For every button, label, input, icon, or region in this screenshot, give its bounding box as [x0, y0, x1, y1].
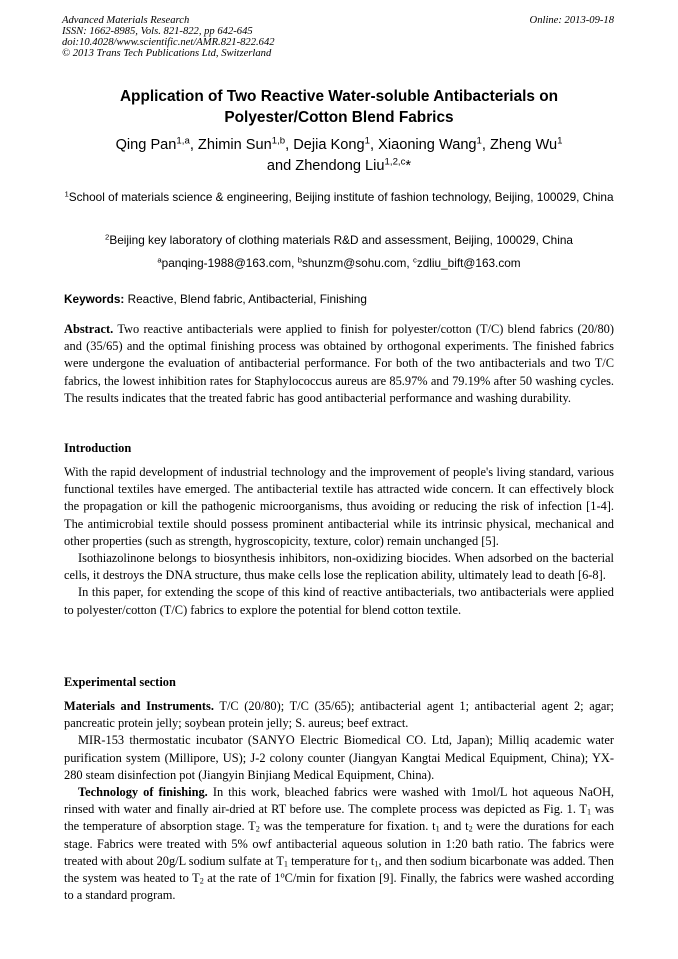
affiliation-text: School of materials science & engineering, Beijing institute of fashion technology, Beijing, 100029, China	[68, 190, 614, 204]
email-mark: c	[412, 255, 417, 265]
subscript: 1	[435, 825, 440, 835]
email-address: panqing-1988@163.com	[161, 256, 292, 270]
paragraph: With the rapid development of industrial technology and the improvement of people's living standard, various functional textiles have emerged. The antibacterial textile has attracted wide concern. It can effectively block the propagation or kill the pathogenic microorganisms, thus avoiding or reducing the risk of infection [1-4]. The antimicrobial textile should possess prominent antibacterial while its intrinsic physical, mechanical and other properties (such as strength, hygroscopicity, texture, color) remain unchanged [5].	[64, 465, 614, 548]
paragraph	[64, 698, 614, 732]
keywords-label: Keywords:	[64, 292, 125, 306]
author-affiliation-mark: 1,a	[176, 135, 190, 147]
experimental-body	[64, 698, 614, 904]
author-list	[40, 135, 638, 177]
author-affiliation-mark: 1	[364, 135, 370, 147]
introduction-body	[64, 464, 614, 619]
abstract-text: Two reactive antibacterials were applied to finish for polyester/cotton (T/C) blend fabrics (20/80) and (35/65) and the optimal finishing process was obtained by orthogonal experiments. The finished fabrics were undergone the evaluation of antibacterial performance. For both of the two antibacterials and two T/C fabrics, the lowest inhibition rates for Staphylococcus aureus are 85.97% and 79.19% after 50 washing cycles. The results indicates that the treated fabric has good antibacterial performance and washing durability.	[64, 322, 615, 405]
title-line-1: Application of Two Reactive Water-soluble Antibacterials on	[119, 88, 559, 105]
text-run: , and then sodium bicarbonate was added. Then the system was heated to T	[64, 853, 614, 886]
paragraph	[64, 784, 614, 904]
text-run: was the temperature for fixation. t	[259, 819, 436, 834]
text-run: was the temperature of absorption stage. T	[64, 802, 614, 834]
text-run: C/min for fixation [9]. Finally, the fabrics were washed according to a standard program.	[64, 871, 614, 903]
keywords	[64, 291, 367, 307]
technology-text	[64, 785, 614, 902]
email-mark: b	[297, 255, 302, 265]
journal-name: Advanced Materials Research	[62, 15, 190, 26]
author-separator: ,	[189, 137, 198, 153]
author-name: Qing Pan	[115, 137, 177, 153]
author-affiliation-mark: 1,b	[271, 135, 286, 147]
paper-title	[40, 86, 638, 128]
email-address: zdliu_bift@163.com	[416, 256, 521, 270]
email-list	[50, 255, 628, 271]
subscript: 2	[199, 876, 204, 886]
author-line-2	[40, 156, 638, 177]
text-run: at the rate of 1	[203, 871, 281, 886]
author-name: Xiaoning Wang	[378, 137, 477, 153]
author-name: Zhimin Sun	[197, 137, 272, 153]
corresponding-author-mark: *	[405, 158, 412, 174]
author-affiliation-mark: 1,2,c	[384, 156, 406, 168]
author-name: and Zhendong Liu	[266, 158, 385, 174]
text-run: and t	[439, 819, 469, 834]
superscript: o	[280, 870, 285, 880]
materials-text: T/C (20/80); T/C (35/65); antibacterial agent 1; antibacterial agent 2; agar; pancreatic protein jelly; soybean protein jelly; S. aureus; beef extract.	[64, 699, 614, 731]
doi-line: doi:10.4028/www.scientific.net/AMR.821-822.642	[62, 37, 275, 48]
subscript: 1	[283, 859, 289, 869]
affiliation-1	[50, 187, 628, 207]
title-line-2: Polyester/Cotton Blend Fabrics	[224, 109, 454, 126]
abstract-label: Abstract.	[64, 322, 114, 336]
author-separator: ,	[481, 137, 491, 153]
affiliation-text: Beijing key laboratory of clothing materials R&D and assessment, Beijing, 100029, China	[109, 233, 573, 247]
text-run: temperature for t	[288, 853, 375, 868]
author-affiliation-mark: 1	[557, 135, 563, 147]
author-separator: ,	[285, 137, 294, 153]
section-heading-experimental: Experimental section	[64, 675, 176, 689]
email-mark: a	[157, 255, 162, 265]
author-name: Dejia Kong	[293, 137, 365, 153]
subheading-materials: Materials and Instruments.	[64, 699, 214, 713]
subheading-technology: Technology of finishing.	[78, 785, 208, 800]
section-heading-introduction: Introduction	[64, 441, 132, 455]
affiliation-number: 2	[105, 232, 110, 242]
email-separator: ,	[291, 256, 298, 270]
author-separator: ,	[370, 137, 379, 153]
text-run: were the durations for each stage. Fabrics were treated with 5% owf antibacterial aqueous solution in 1:20 bath ratio. The fabrics were treated with about 20g/L sodium sulfate at T	[64, 819, 615, 868]
paragraph: MIR-153 thermostatic incubator (SANYO Electric Biomedical CO. Ltd, Japan); Milliq academic water purification system (Millipore, US); J-2 colony counter (Jiangyan Kangtai Medical Equipment, China); YX- 280 steam disinfection pot (Jiangyin Binjiang Medical Equipment, China).	[64, 733, 614, 782]
paragraph: Isothiazolinone belongs to biosynthesis inhibitors, non-oxidizing biocides. When adsorbed on the bacterial cells, it destroys the DNA structure, thus make cells lose the replication ability, ultimately lead to death [6-8].	[64, 551, 614, 583]
abstract	[64, 321, 614, 407]
email-address: shunzm@sohu.com	[301, 256, 407, 270]
author-line-1	[40, 135, 638, 156]
journal-header	[62, 15, 275, 59]
subscript: 1	[586, 807, 592, 817]
online-date: Online: 2013-09-18	[529, 15, 614, 26]
author-name: Zheng Wu	[490, 137, 558, 153]
copyright-line: © 2013 Trans Tech Publications Ltd, Switzerland	[62, 48, 272, 59]
paragraph: In this paper, for extending the scope of this kind of reactive antibacterials, two antibacterials were applied to polyester/cotton (T/C) fabrics to explore the potential for blend cotton textile.	[64, 585, 614, 617]
text-run: In this work, bleached fabrics were washed with 1mol/L hot aqueous NaOH, rinsed with water and finally air-dried at RT before use. The complete process was depicted as Fig. 1. T	[64, 785, 614, 817]
affiliation-2	[50, 230, 628, 250]
subscript: 2	[468, 825, 473, 835]
author-affiliation-mark: 1	[476, 135, 482, 147]
subscript: 2	[255, 825, 260, 835]
subscript: 1	[374, 859, 379, 869]
affiliation-number: 1	[64, 189, 69, 199]
email-separator: ,	[406, 256, 413, 270]
issn-line: ISSN: 1662-8985, Vols. 821-822, pp 642-645	[62, 26, 253, 37]
keywords-text: Reactive, Blend fabric, Antibacterial, Finishing	[127, 292, 367, 306]
